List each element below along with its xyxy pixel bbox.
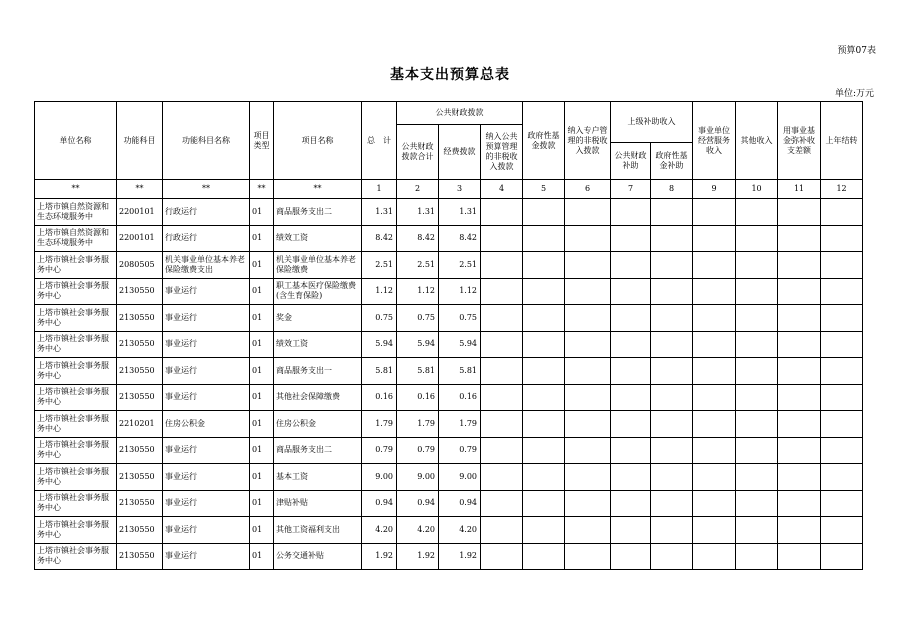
empty-cell: [651, 252, 693, 279]
marker-cell: 9: [693, 180, 736, 199]
empty-cell: [481, 252, 523, 279]
code-cell: 2130550: [117, 517, 163, 544]
public-total-cell: 1.79: [397, 411, 439, 438]
empty-cell: [565, 305, 611, 332]
code-cell: 2080505: [117, 252, 163, 279]
empty-cell: [565, 464, 611, 491]
empty-cell: [651, 490, 693, 517]
col-gov-fund: 政府性基金拨款: [523, 102, 565, 180]
project-cell: 公务交通补贴: [274, 543, 362, 570]
total-cell: 0.79: [362, 437, 397, 464]
page-title: 基本支出预算总表: [390, 67, 510, 83]
marker-cell: 12: [821, 180, 863, 199]
subject-cell: 事业运行: [163, 278, 250, 305]
funds-cell: 8.42: [439, 225, 481, 252]
total-cell: 4.20: [362, 517, 397, 544]
subject-cell: 事业运行: [163, 543, 250, 570]
code-cell: 2200101: [117, 225, 163, 252]
col-total: 总 计: [362, 102, 397, 180]
funds-cell: 1.79: [439, 411, 481, 438]
col-fund-balance: 用事业基金弥补收支差额: [778, 102, 821, 180]
total-cell: 1.79: [362, 411, 397, 438]
empty-cell: [565, 278, 611, 305]
code-cell: 2130550: [117, 331, 163, 358]
empty-cell: [523, 358, 565, 385]
empty-cell: [481, 464, 523, 491]
total-cell: 5.94: [362, 331, 397, 358]
total-cell: 1.12: [362, 278, 397, 305]
empty-cell: [778, 411, 821, 438]
empty-cell: [523, 384, 565, 411]
empty-cell: [481, 199, 523, 226]
empty-cell: [693, 252, 736, 279]
subject-cell: 事业运行: [163, 384, 250, 411]
empty-cell: [651, 517, 693, 544]
project-cell: 机关事业单位基本养老保险缴费: [274, 252, 362, 279]
public-total-cell: 1.12: [397, 278, 439, 305]
empty-cell: [565, 490, 611, 517]
public-total-cell: 0.75: [397, 305, 439, 332]
type-cell: 01: [250, 384, 274, 411]
total-cell: 1.31: [362, 199, 397, 226]
unit-cell: 上塔市镇社会事务服务中心: [35, 411, 117, 438]
public-total-cell: 1.31: [397, 199, 439, 226]
empty-cell: [481, 437, 523, 464]
type-cell: 01: [250, 278, 274, 305]
subject-cell: 行政运行: [163, 225, 250, 252]
empty-cell: [523, 437, 565, 464]
marker-cell: **: [163, 180, 250, 199]
empty-cell: [778, 199, 821, 226]
funds-cell: 1.92: [439, 543, 481, 570]
subject-cell: 事业运行: [163, 517, 250, 544]
empty-cell: [736, 331, 778, 358]
type-cell: 01: [250, 437, 274, 464]
empty-cell: [611, 464, 651, 491]
public-total-cell: 2.51: [397, 252, 439, 279]
unit-cell: 上塔市镇社会事务服务中心: [35, 358, 117, 385]
code-cell: 2130550: [117, 358, 163, 385]
project-cell: 职工基本医疗保险缴费(含生育保险): [274, 278, 362, 305]
col-unit-name: 单位名称: [35, 102, 117, 180]
empty-cell: [565, 331, 611, 358]
type-cell: 01: [250, 199, 274, 226]
funds-cell: 2.51: [439, 252, 481, 279]
project-cell: 绩效工资: [274, 331, 362, 358]
empty-cell: [778, 305, 821, 332]
empty-cell: [736, 252, 778, 279]
empty-cell: [693, 331, 736, 358]
empty-cell: [611, 411, 651, 438]
col-project-type: 项目类型: [250, 102, 274, 180]
budget-table: [34, 101, 863, 570]
unit-cell: 上塔市镇自然资源和生态环境服务中: [35, 199, 117, 226]
empty-cell: [651, 411, 693, 438]
empty-cell: [736, 411, 778, 438]
table-row: [35, 464, 863, 491]
empty-cell: [778, 358, 821, 385]
empty-cell: [693, 225, 736, 252]
empty-cell: [651, 358, 693, 385]
funds-cell: 0.94: [439, 490, 481, 517]
empty-cell: [693, 543, 736, 570]
empty-cell: [481, 358, 523, 385]
empty-cell: [821, 543, 863, 570]
total-cell: 0.94: [362, 490, 397, 517]
table-row: [35, 411, 863, 438]
subject-cell: 事业运行: [163, 464, 250, 491]
empty-cell: [523, 464, 565, 491]
empty-cell: [523, 305, 565, 332]
project-cell: 商品服务支出二: [274, 437, 362, 464]
type-cell: 01: [250, 331, 274, 358]
public-total-cell: 5.94: [397, 331, 439, 358]
empty-cell: [651, 331, 693, 358]
code-cell: 2130550: [117, 490, 163, 517]
public-total-cell: 0.16: [397, 384, 439, 411]
funds-cell: 4.20: [439, 517, 481, 544]
marker-cell: 6: [565, 180, 611, 199]
empty-cell: [736, 490, 778, 517]
marker-cell: **: [274, 180, 362, 199]
marker-cell: 4: [481, 180, 523, 199]
empty-cell: [611, 437, 651, 464]
marker-cell: 2: [397, 180, 439, 199]
marker-cell: **: [117, 180, 163, 199]
subject-cell: 事业运行: [163, 331, 250, 358]
empty-cell: [481, 517, 523, 544]
marker-cell: 8: [651, 180, 693, 199]
marker-cell: 1: [362, 180, 397, 199]
empty-cell: [693, 464, 736, 491]
empty-cell: [736, 517, 778, 544]
empty-cell: [778, 543, 821, 570]
empty-cell: [736, 225, 778, 252]
empty-cell: [481, 490, 523, 517]
col-operating-funds: 经费拨款: [439, 125, 481, 180]
table-row: [35, 490, 863, 517]
empty-cell: [778, 384, 821, 411]
table-row: [35, 543, 863, 570]
type-cell: 01: [250, 464, 274, 491]
table-row: [35, 331, 863, 358]
marker-cell: 11: [778, 180, 821, 199]
total-cell: 5.81: [362, 358, 397, 385]
subject-cell: 事业运行: [163, 490, 250, 517]
empty-cell: [611, 252, 651, 279]
empty-cell: [565, 411, 611, 438]
code-cell: 2130550: [117, 437, 163, 464]
marker-cell: **: [250, 180, 274, 199]
empty-cell: [693, 305, 736, 332]
empty-cell: [523, 225, 565, 252]
empty-cell: [523, 331, 565, 358]
code-cell: 2130550: [117, 464, 163, 491]
empty-cell: [651, 278, 693, 305]
empty-cell: [778, 252, 821, 279]
empty-cell: [821, 517, 863, 544]
col-last-year-carryover: 上年结转: [821, 102, 863, 180]
public-total-cell: 8.42: [397, 225, 439, 252]
project-cell: 其他工资福利支出: [274, 517, 362, 544]
empty-cell: [693, 199, 736, 226]
subject-cell: 事业运行: [163, 437, 250, 464]
col-group-upper-subsidy: 上级补助收入: [611, 102, 693, 143]
empty-cell: [693, 517, 736, 544]
empty-cell: [611, 278, 651, 305]
empty-cell: [693, 278, 736, 305]
empty-cell: [651, 437, 693, 464]
table-row: [35, 437, 863, 464]
empty-cell: [651, 464, 693, 491]
form-number: 预算07表: [837, 46, 876, 56]
empty-cell: [736, 278, 778, 305]
empty-cell: [481, 331, 523, 358]
empty-cell: [523, 490, 565, 517]
public-total-cell: 0.79: [397, 437, 439, 464]
marker-cell: 10: [736, 180, 778, 199]
funds-cell: 0.75: [439, 305, 481, 332]
empty-cell: [565, 358, 611, 385]
unit-cell: 上塔市镇社会事务服务中心: [35, 331, 117, 358]
table-row: [35, 358, 863, 385]
empty-cell: [693, 490, 736, 517]
empty-cell: [611, 517, 651, 544]
funds-cell: 0.79: [439, 437, 481, 464]
col-public-fiscal-total: 公共财政拨款合计: [397, 125, 439, 180]
table-row: [35, 278, 863, 305]
empty-cell: [651, 305, 693, 332]
empty-cell: [523, 543, 565, 570]
empty-cell: [778, 331, 821, 358]
col-group-public-fiscal: 公共财政拨款: [397, 102, 523, 125]
empty-cell: [778, 517, 821, 544]
empty-cell: [736, 384, 778, 411]
empty-cell: [821, 252, 863, 279]
subject-cell: 机关事业单位基本养老保险缴费支出: [163, 252, 250, 279]
empty-cell: [523, 199, 565, 226]
public-total-cell: 4.20: [397, 517, 439, 544]
empty-cell: [736, 305, 778, 332]
unit-cell: 上塔市镇社会事务服务中心: [35, 437, 117, 464]
empty-cell: [821, 199, 863, 226]
funds-cell: 1.31: [439, 199, 481, 226]
total-cell: 9.00: [362, 464, 397, 491]
marker-row: [35, 180, 863, 199]
empty-cell: [481, 384, 523, 411]
empty-cell: [565, 199, 611, 226]
col-func-subject: 功能科目: [117, 102, 163, 180]
empty-cell: [481, 305, 523, 332]
empty-cell: [611, 199, 651, 226]
empty-cell: [651, 384, 693, 411]
type-cell: 01: [250, 517, 274, 544]
unit-cell: 上塔市镇社会事务服务中心: [35, 490, 117, 517]
marker-cell: 3: [439, 180, 481, 199]
empty-cell: [693, 437, 736, 464]
empty-cell: [523, 252, 565, 279]
col-func-subject-name: 功能科目名称: [163, 102, 250, 180]
unit-cell: 上塔市镇社会事务服务中心: [35, 464, 117, 491]
empty-cell: [565, 437, 611, 464]
col-special-non-tax: 纳入专户管理的非税收入拨款: [565, 102, 611, 180]
subject-cell: 行政运行: [163, 199, 250, 226]
marker-cell: 7: [611, 180, 651, 199]
funds-cell: 9.00: [439, 464, 481, 491]
public-total-cell: 1.92: [397, 543, 439, 570]
code-cell: 2130550: [117, 278, 163, 305]
table-row: [35, 384, 863, 411]
empty-cell: [565, 543, 611, 570]
empty-cell: [611, 358, 651, 385]
empty-cell: [693, 358, 736, 385]
empty-cell: [821, 358, 863, 385]
unit-cell: 上塔市镇社会事务服务中心: [35, 543, 117, 570]
col-other-income: 其他收入: [736, 102, 778, 180]
table-row: [35, 305, 863, 332]
empty-cell: [736, 358, 778, 385]
project-cell: 津贴补贴: [274, 490, 362, 517]
table-row: [35, 225, 863, 252]
empty-cell: [736, 543, 778, 570]
table-row: [35, 252, 863, 279]
type-cell: 01: [250, 490, 274, 517]
empty-cell: [651, 225, 693, 252]
empty-cell: [778, 278, 821, 305]
empty-cell: [821, 437, 863, 464]
empty-cell: [565, 252, 611, 279]
col-upper-public-subsidy: 公共财政补助: [611, 143, 651, 180]
public-total-cell: 5.81: [397, 358, 439, 385]
empty-cell: [565, 225, 611, 252]
empty-cell: [651, 543, 693, 570]
funds-cell: 5.81: [439, 358, 481, 385]
type-cell: 01: [250, 543, 274, 570]
col-non-tax-income: 纳入公共预算管理的非税收入拨款: [481, 125, 523, 180]
unit-cell: 上塔市镇社会事务服务中心: [35, 278, 117, 305]
subject-cell: 事业运行: [163, 358, 250, 385]
empty-cell: [693, 384, 736, 411]
funds-cell: 5.94: [439, 331, 481, 358]
empty-cell: [481, 278, 523, 305]
subject-cell: 事业运行: [163, 305, 250, 332]
unit-cell: 上塔市镇社会事务服务中心: [35, 384, 117, 411]
unit-cell: 上塔市镇社会事务服务中心: [35, 305, 117, 332]
empty-cell: [736, 437, 778, 464]
empty-cell: [611, 490, 651, 517]
empty-cell: [523, 517, 565, 544]
empty-cell: [821, 305, 863, 332]
empty-cell: [611, 305, 651, 332]
public-total-cell: 9.00: [397, 464, 439, 491]
total-cell: 0.75: [362, 305, 397, 332]
empty-cell: [736, 464, 778, 491]
empty-cell: [611, 543, 651, 570]
code-cell: 2130550: [117, 543, 163, 570]
empty-cell: [778, 464, 821, 491]
col-business-income: 事业单位经营服务收入: [693, 102, 736, 180]
empty-cell: [651, 199, 693, 226]
type-cell: 01: [250, 411, 274, 438]
table-row: [35, 199, 863, 226]
empty-cell: [778, 225, 821, 252]
project-cell: 其他社会保障缴费: [274, 384, 362, 411]
type-cell: 01: [250, 225, 274, 252]
empty-cell: [481, 225, 523, 252]
col-project-name: 项目名称: [274, 102, 362, 180]
empty-cell: [565, 384, 611, 411]
total-cell: 1.92: [362, 543, 397, 570]
unit-cell: 上塔市镇社会事务服务中心: [35, 517, 117, 544]
empty-cell: [821, 384, 863, 411]
public-total-cell: 0.94: [397, 490, 439, 517]
type-cell: 01: [250, 305, 274, 332]
marker-cell: 5: [523, 180, 565, 199]
total-cell: 0.16: [362, 384, 397, 411]
table-row: [35, 517, 863, 544]
empty-cell: [565, 517, 611, 544]
empty-cell: [523, 411, 565, 438]
col-upper-gov-fund-subsidy: 政府性基金补助: [651, 143, 693, 180]
empty-cell: [821, 490, 863, 517]
type-cell: 01: [250, 252, 274, 279]
funds-cell: 1.12: [439, 278, 481, 305]
project-cell: 奖金: [274, 305, 362, 332]
marker-cell: **: [35, 180, 117, 199]
project-cell: 住房公积金: [274, 411, 362, 438]
empty-cell: [821, 464, 863, 491]
unit-cell: 上塔市镇社会事务服务中心: [35, 252, 117, 279]
project-cell: 绩效工资: [274, 225, 362, 252]
project-cell: 基本工资: [274, 464, 362, 491]
unit-cell: 上塔市镇自然资源和生态环境服务中: [35, 225, 117, 252]
unit-label: 单位:万元: [834, 89, 874, 99]
code-cell: 2200101: [117, 199, 163, 226]
empty-cell: [481, 411, 523, 438]
empty-cell: [481, 543, 523, 570]
total-cell: 2.51: [362, 252, 397, 279]
empty-cell: [523, 278, 565, 305]
empty-cell: [821, 278, 863, 305]
empty-cell: [821, 225, 863, 252]
empty-cell: [693, 411, 736, 438]
empty-cell: [778, 437, 821, 464]
code-cell: 2210201: [117, 411, 163, 438]
type-cell: 01: [250, 358, 274, 385]
empty-cell: [821, 411, 863, 438]
subject-cell: 住房公积金: [163, 411, 250, 438]
project-cell: 商品服务支出二: [274, 199, 362, 226]
empty-cell: [821, 331, 863, 358]
empty-cell: [611, 225, 651, 252]
empty-cell: [611, 331, 651, 358]
funds-cell: 0.16: [439, 384, 481, 411]
empty-cell: [611, 384, 651, 411]
code-cell: 2130550: [117, 305, 163, 332]
total-cell: 8.42: [362, 225, 397, 252]
empty-cell: [736, 199, 778, 226]
project-cell: 商品服务支出一: [274, 358, 362, 385]
empty-cell: [778, 490, 821, 517]
code-cell: 2130550: [117, 384, 163, 411]
